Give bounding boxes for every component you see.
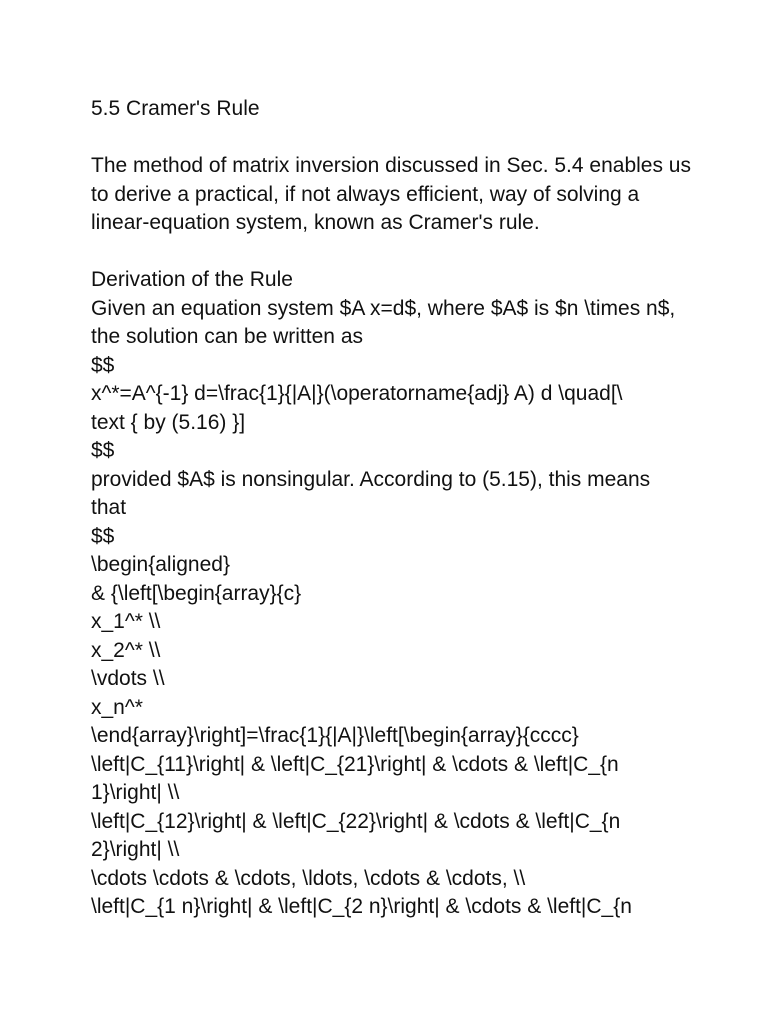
body-line: $$ [91, 524, 115, 548]
subsection-heading: Derivation of the Rule [91, 268, 293, 291]
body-line: x^*=A^{-1} d=\frac{1}{|A|}(\operatorname{adj} A) d \quad[\ [91, 382, 623, 405]
body-line: & {\left[\begin{array}{c} [91, 581, 302, 605]
body-line: \cdots \cdots & \cdots, \ldots, \cdots & \cdots, \\ [91, 866, 526, 890]
body-line: \left|C_{1 n}\right| & \left|C_{2 n}\right| & \cdots & \left|C_{n [91, 895, 632, 918]
body-line: the solution can be written as [91, 325, 363, 348]
body-line: x_2^* \\ [91, 638, 161, 662]
paragraph-gap [91, 124, 731, 153]
body-line: 2}\right| \\ [91, 838, 180, 861]
body-line: \end{array}\right]=\frac{1}{|A|}\left[\begin{array}{cccc} [91, 724, 579, 747]
body-line: provided $A$ is nonsingular. According to (5.15), this means [91, 467, 651, 491]
document-page [91, 95, 731, 922]
intro-line: to derive a practical, if not always efficient, way of solving a [91, 182, 640, 206]
body-line: \begin{aligned} [91, 553, 230, 576]
body-line: \left|C_{11}\right| & \left|C_{21}\right| & \cdots & \left|C_{n [91, 752, 619, 776]
body-line: $$ [91, 439, 115, 462]
body-line: x_1^* \\ [91, 610, 161, 633]
body-line: text { by (5.16) }] [91, 410, 246, 434]
body-line: \vdots \\ [91, 667, 165, 690]
body-line: \left|C_{12}\right| & \left|C_{22}\right| & \cdots & \left|C_{n [91, 809, 621, 833]
intro-line: The method of matrix inversion discussed in Sec. 5.4 enables us [91, 154, 691, 177]
body-line: x_n^* [91, 695, 143, 719]
body-line: that [91, 496, 127, 519]
section-heading: 5.5 Cramer's Rule [91, 97, 260, 120]
intro-line: linear-equation system, known as Cramer's rule. [91, 211, 540, 234]
body-line: $$ [91, 353, 115, 377]
intro-paragraph [91, 152, 731, 238]
derivation-body [91, 295, 731, 922]
body-line: Given an equation system $A x=d$, where $A$ is $n \times n$, [91, 296, 676, 320]
paragraph-gap [91, 238, 731, 267]
body-line: 1}\right| \\ [91, 781, 180, 804]
